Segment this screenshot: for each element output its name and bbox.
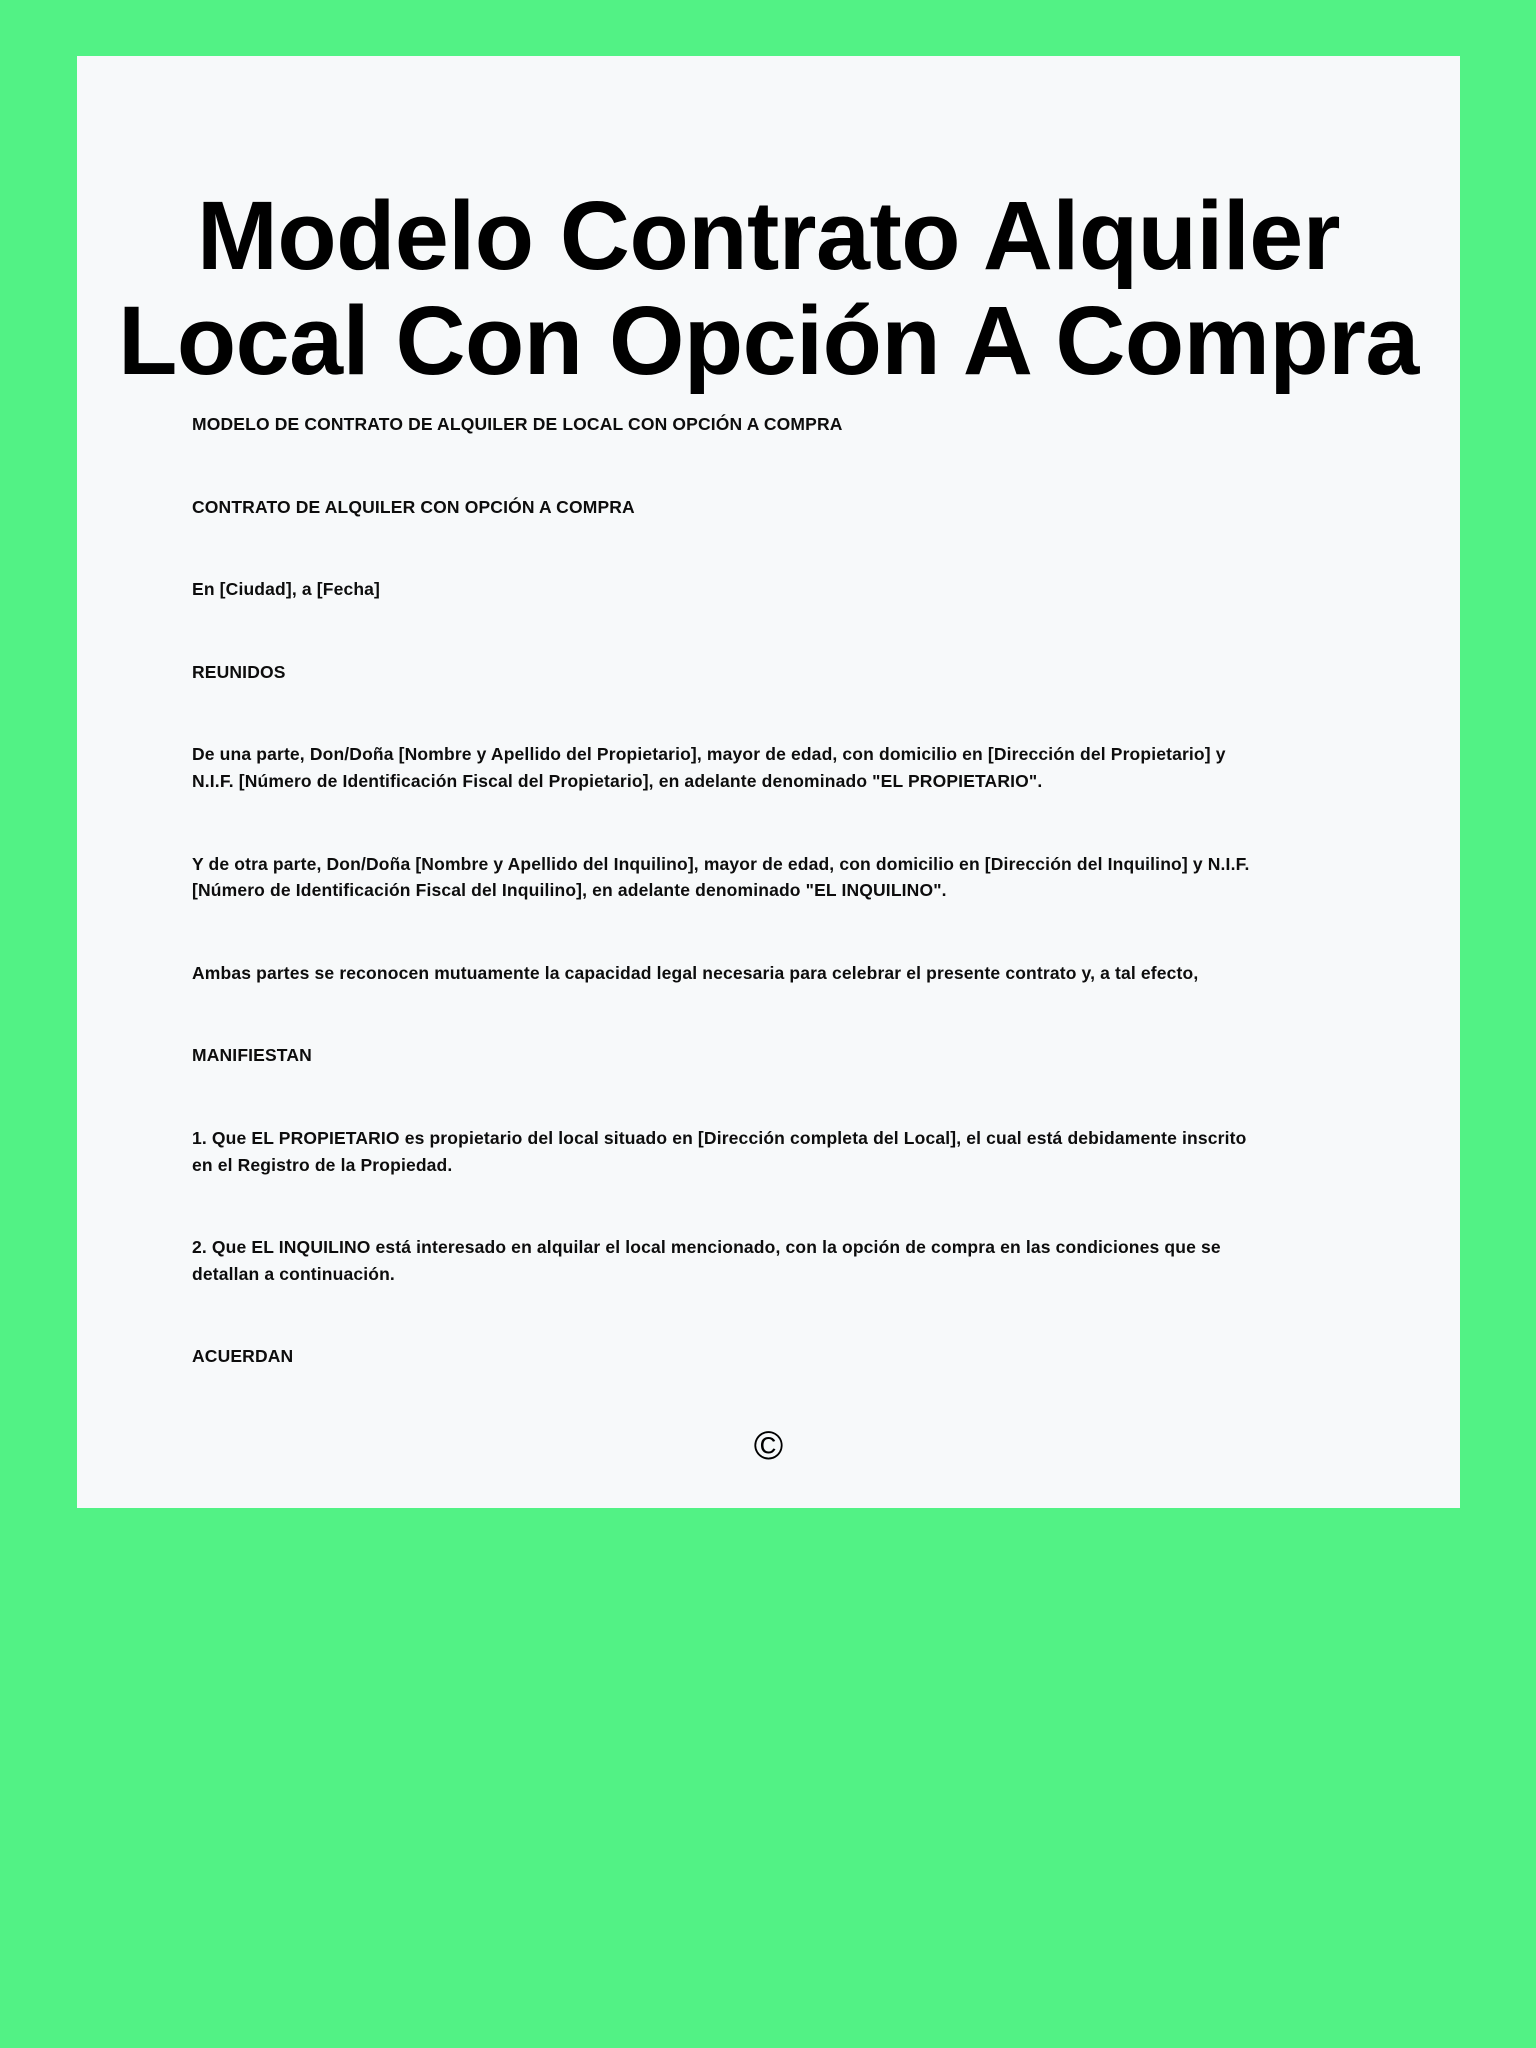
document-page: [77, 56, 1460, 1508]
clause-item-2: 2. Que EL INQUILINO está interesado en alquilar el local mencionado, con la opción de compra en las condiciones que se detallan a continuación.: [192, 1237, 1221, 1284]
copyright-icon: ©: [753, 1424, 784, 1468]
contract-heading: CONTRATO DE ALQUILER CON OPCIÓN A COMPRA: [192, 496, 635, 517]
party-tenant-paragraph: Y de otra parte, Don/Doña [Nombre y Apellido del Inquilino], mayor de edad, con domicilio en [Dirección del Inquilino] y N.I.F. [Número de Identificación Fiscal del Inquilino], en adelante denominado "EL INQUILINO".: [192, 853, 1250, 901]
document-body: [192, 411, 1257, 1370]
section-heading-manifiestan: MANIFIESTAN: [192, 1045, 312, 1066]
page-title: [77, 181, 1460, 395]
page-title-line-1: Modelo Contrato Alquiler: [197, 181, 1340, 290]
place-and-date-line: En [Ciudad], a [Fecha]: [192, 579, 381, 600]
clause-item-1: 1. Que EL PROPIETARIO es propietario del local situado en [Dirección completa del Local], el cual está debidamente inscrito en el Registro de la Propiedad.: [192, 1127, 1247, 1175]
page-title-line-2: Local Con Opción A Compra: [118, 285, 1419, 395]
section-heading-acuerdan: ACUERDAN: [192, 1346, 294, 1367]
section-heading-reunidos: REUNIDOS: [192, 661, 286, 682]
party-landlord-paragraph: De una parte, Don/Doña [Nombre y Apellido del Propietario], mayor de edad, con domicilio en [Dirección del Propietario] y N.I.F. [Número de Identificación Fiscal del Propietario], en adelante denominado "EL PROPIETARIO".: [192, 744, 1226, 791]
legal-capacity-paragraph: Ambas partes se reconocen mutuamente la capacidad legal necesaria para celebrar el presente contrato y, a tal efecto,: [192, 962, 1199, 983]
document-subtitle: MODELO DE CONTRATO DE ALQUILER DE LOCAL CON OPCIÓN A COMPRA: [192, 414, 843, 434]
